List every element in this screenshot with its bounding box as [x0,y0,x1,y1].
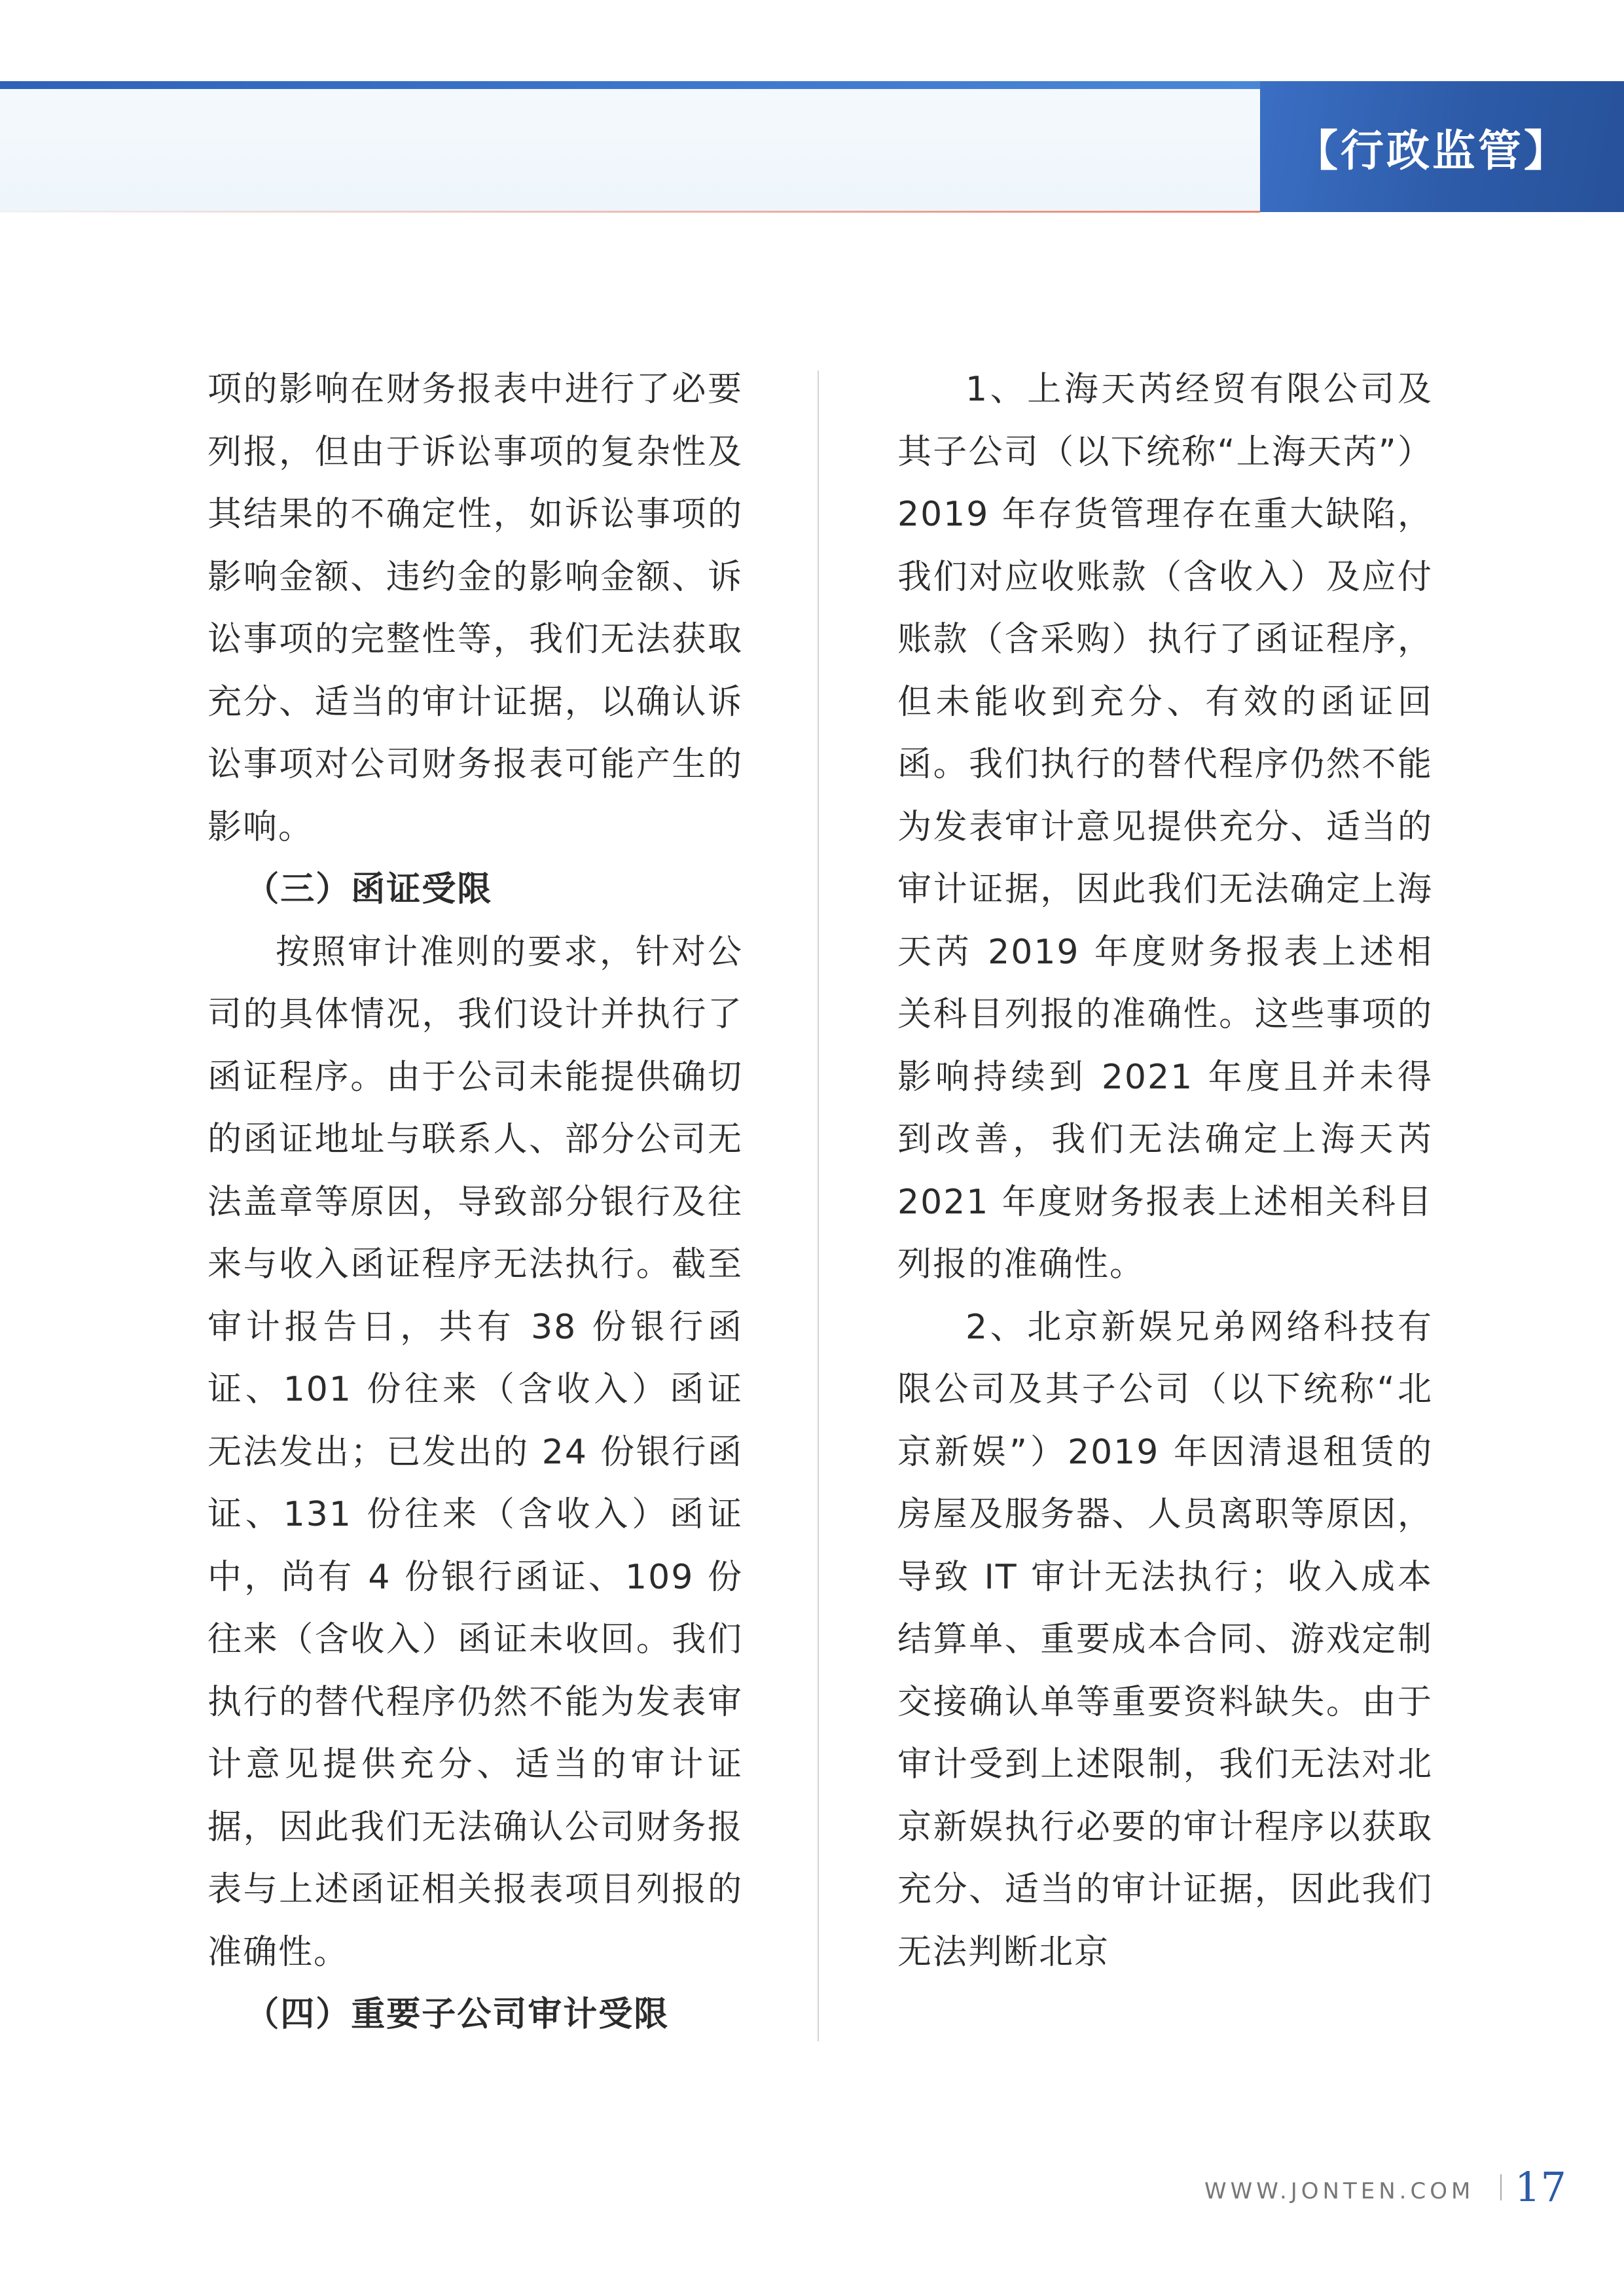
section-heading-3: （三）函证受限 [245,870,493,909]
section-heading-4: （四）重要子公司审计受限 [245,1995,670,2034]
section-tag: 【行政监管】 [1260,81,1624,212]
footer-url: WWW.JONTEN.COM [1204,2178,1475,2204]
left-paragraph-2: 按照审计准则的要求，针对公司的具体情况，我们设计并执行了函证程序。由于公司未能提供确切的函证地址与联系人、部分公司无法盖章等原因，导致部分银行及往来与收入函证程序无法执行。截至审计报告日，共有 38 份银行函证、101 份往来（含收入）函证无法发出；已发出的 24 份银行函证、131 份往来（含收入）函证中，尚有 4 份银行函证、109 份往来（含收入）函证未收回。我们执行的替代程序仍然不能为发表审计意见提供充分、适当的审计证据，因此我们无法确认公司财务报表与上述函证相关报表项目列报的准确性。 [208,932,743,1972]
page-number: 17 [1515,2163,1566,2211]
footer-separator [1500,2174,1502,2200]
left-column [208,359,743,2047]
header-band [0,89,1260,212]
right-column [897,359,1433,1984]
right-paragraph-2: 2、北京新娱兄弟网络科技有限公司及其子公司（以下统称“北京新娱”）2019 年因清退租赁的房屋及服务器、人员离职等原因，导致 IT 审计无法执行；收入成本结算单、重要成本合同、游戏定制交接确认单等重要资料缺失。由于审计受到上述限制，我们无法对北京新娱执行必要的审计程序以获取充分、适当的审计证据，因此我们无法判断北京 [897,1307,1433,1972]
header-accent-rule [0,211,1260,213]
header-top-rule [0,81,1260,89]
column-divider [818,370,819,2041]
left-paragraph-1: 项的影响在财务报表中进行了必要列报，但由于诉讼事项的复杂性及其结果的不确定性，如诉讼事项的影响金额、违约金的影响金额、诉讼事项的完整性等，我们无法获取充分、适当的审计证据，以确认诉讼事项对公司财务报表可能产生的影响。 [208,370,743,847]
right-paragraph-1: 1、上海天芮经贸有限公司及其子公司（以下统称“上海天芮”）2019 年存货管理存在重大缺陷，我们对应收账款（含收入）及应付账款（含采购）执行了函证程序，但未能收到充分、有效的函证回函。我们执行的替代程序仍然不能为发表审计意见提供充分、适当的审计证据，因此我们无法确定上海天芮 2019 年度财务报表上述相关科目列报的准确性。这些事项的影响持续到 2021 年度且并未得到改善，我们无法确定上海天芮 2021 年度财务报表上述相关科目列报的准确性。 [897,370,1433,1284]
